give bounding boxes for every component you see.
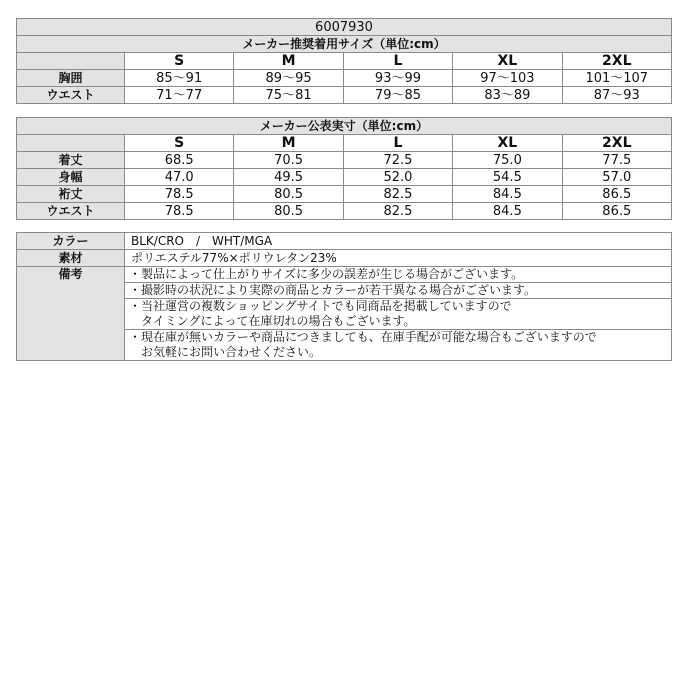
actual-table-title: メーカー公表実寸（単位:cm） <box>17 118 672 135</box>
table-row <box>17 70 672 87</box>
material-value: ポリエステル77%×ポリウレタン23% <box>125 250 672 267</box>
material-label: 素材 <box>17 250 125 267</box>
product-details-table <box>16 232 672 361</box>
table-cell: 86.5 <box>562 186 671 203</box>
table-cell: 52.0 <box>343 169 452 186</box>
row-label: ウエスト <box>17 203 125 220</box>
note-text: ・製品によって仕上がりサイズに多少の誤差が生じる場合がございます。 <box>129 267 524 281</box>
table-row <box>17 169 672 186</box>
table-cell: 101～107 <box>562 70 671 87</box>
table-cell: 84.5 <box>453 203 562 220</box>
table-cell: 78.5 <box>125 186 234 203</box>
row-label: 裄丈 <box>17 186 125 203</box>
recommended-size-table <box>16 18 672 104</box>
row-label: 着丈 <box>17 152 125 169</box>
table-row <box>17 87 672 104</box>
table-cell: 87～93 <box>562 87 671 104</box>
size-header: S <box>125 135 234 152</box>
note-text: ・現在庫が無いカラーや商品につきましても、在庫手配が可能な場合もございますので <box>129 330 597 344</box>
actual-measurement-table <box>16 117 672 220</box>
table-cell: 82.5 <box>343 203 452 220</box>
table-cell: 89～95 <box>234 70 343 87</box>
header-blank <box>17 135 125 152</box>
note-text: タイミングによって在庫切れの場合もございます。 <box>141 314 416 328</box>
note-item <box>125 330 671 360</box>
table-cell: 82.5 <box>343 186 452 203</box>
table-cell: 57.0 <box>562 169 671 186</box>
table-cell: 47.0 <box>125 169 234 186</box>
table-cell: 86.5 <box>562 203 671 220</box>
row-label: 胸囲 <box>17 70 125 87</box>
table-cell: 79～85 <box>343 87 452 104</box>
product-code: 6007930 <box>17 19 672 36</box>
table-row <box>17 186 672 203</box>
table-cell: 80.5 <box>234 203 343 220</box>
note-text: ・撮影時の状況により実際の商品とカラーが若干異なる場合がございます。 <box>129 283 537 297</box>
table-cell: 97～103 <box>453 70 562 87</box>
note-item <box>125 299 671 330</box>
color-value: BLK/CRO / WHT/MGA <box>125 233 672 250</box>
table-cell: 70.5 <box>234 152 343 169</box>
size-header: M <box>234 53 343 70</box>
notes-cell <box>125 267 672 361</box>
table-cell: 85～91 <box>125 70 234 87</box>
color-label: カラー <box>17 233 125 250</box>
note-item <box>125 267 671 283</box>
table-cell: 75.0 <box>453 152 562 169</box>
table-cell: 83～89 <box>453 87 562 104</box>
table-cell: 75～81 <box>234 87 343 104</box>
note-text: ・当社運営の複数ショッピングサイトでも同商品を掲載していますので <box>129 299 512 313</box>
size-header: L <box>343 135 452 152</box>
table-cell: 68.5 <box>125 152 234 169</box>
table-cell: 71～77 <box>125 87 234 104</box>
table-cell: 77.5 <box>562 152 671 169</box>
size-header: 2XL <box>562 135 671 152</box>
table-cell: 78.5 <box>125 203 234 220</box>
table-cell: 49.5 <box>234 169 343 186</box>
table-row <box>17 152 672 169</box>
row-label: ウエスト <box>17 87 125 104</box>
note-text: お気軽にお問い合わせください。 <box>141 345 322 359</box>
table-cell: 72.5 <box>343 152 452 169</box>
recommended-table-title: メーカー推奨着用サイズ（単位:cm） <box>17 36 672 53</box>
size-header: XL <box>453 135 562 152</box>
header-blank <box>17 53 125 70</box>
size-header: XL <box>453 53 562 70</box>
size-header: L <box>343 53 452 70</box>
size-header: M <box>234 135 343 152</box>
table-cell: 84.5 <box>453 186 562 203</box>
size-header: 2XL <box>562 53 671 70</box>
row-label: 身幅 <box>17 169 125 186</box>
size-header: S <box>125 53 234 70</box>
table-cell: 80.5 <box>234 186 343 203</box>
table-cell: 54.5 <box>453 169 562 186</box>
table-row <box>17 203 672 220</box>
note-item <box>125 283 671 299</box>
notes-label: 備考 <box>17 267 125 361</box>
table-cell: 93～99 <box>343 70 452 87</box>
